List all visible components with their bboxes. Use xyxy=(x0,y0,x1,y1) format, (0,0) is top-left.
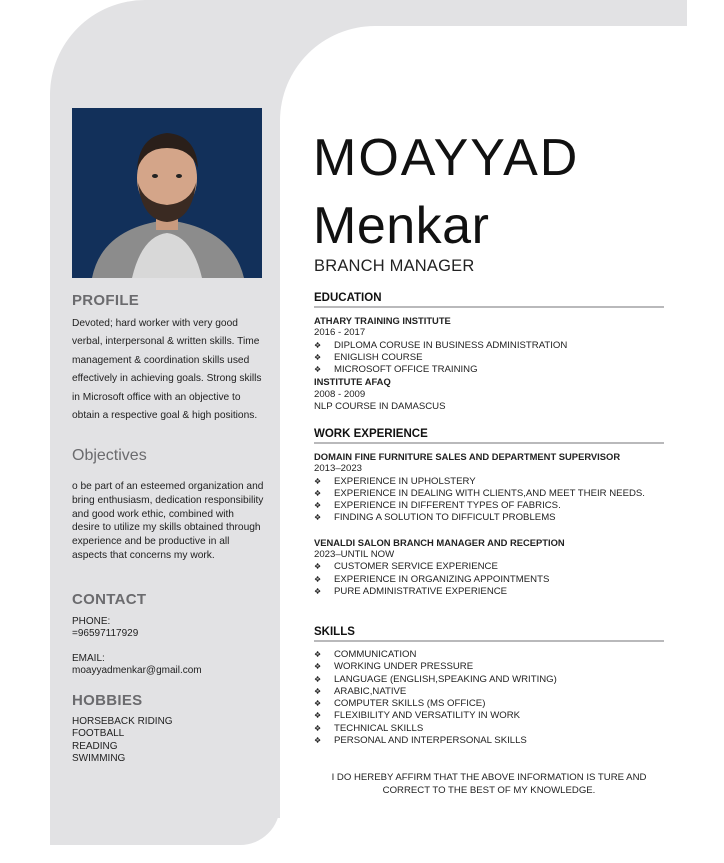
list-item: ❖ FLEXIBILITY AND VERSATILITY IN WORK xyxy=(314,710,521,722)
list-item: ❖ PERSONAL AND INTERPERSONAL SKILLS xyxy=(314,735,527,747)
phone-label: PHONE: xyxy=(72,616,111,627)
affirmation-text: I DO HEREBY AFFIRM THAT THE ABOVE INFORMATION IS TURE AND CORRECT TO THE BEST OF MY KNOWLEDGE. xyxy=(331,772,647,796)
work-heading: WORK EXPERIENCE xyxy=(314,428,664,444)
job-title: VENALDI SALON BRANCH MANAGER AND RECEPTION xyxy=(314,536,565,548)
email-address: moayyadmenkar@gmail.com xyxy=(72,665,202,676)
school-name: ATHARY TRAINING INSTITUTE xyxy=(314,315,451,326)
hobbies-list xyxy=(72,716,173,765)
list-item: ❖ ENIGLISH COURSE xyxy=(314,351,423,363)
school-note: NLP COURSE IN DAMASCUS xyxy=(314,401,446,413)
bullet-icon: ❖ xyxy=(314,674,322,684)
bullet-icon: ❖ xyxy=(314,650,322,659)
hobby-item: SWIMMING xyxy=(72,752,126,764)
list-item: ❖ FINDING A SOLUTION TO DIFFICULT PROBLEMS xyxy=(314,512,556,524)
hobbies-heading: HOBBIES xyxy=(72,692,143,709)
school-years: 2016 - 2017 xyxy=(314,327,366,339)
bullet-icon: ❖ xyxy=(314,723,322,733)
bullet-icon: ❖ xyxy=(314,736,322,746)
work-section xyxy=(314,451,674,598)
bullet-icon: ❖ xyxy=(314,365,322,375)
list-item: ❖ COMPUTER SKILLS (MS OFFICE) xyxy=(314,698,486,710)
bullet-icon: ❖ xyxy=(314,711,322,721)
email-label: EMAIL: xyxy=(72,653,105,664)
phone-number: =96597117929 xyxy=(72,628,139,639)
job-role: BRANCH MANAGER xyxy=(314,257,475,275)
bullet-icon: ❖ xyxy=(314,699,322,709)
education-heading: EDUCATION xyxy=(314,292,664,308)
bullet-icon: ❖ xyxy=(314,513,322,523)
hobby-item: FOOTBALL xyxy=(72,728,125,740)
list-item: ❖ MICROSOFT OFFICE TRAINING xyxy=(314,364,478,376)
bullet-icon: ❖ xyxy=(314,562,322,572)
bullet-icon: ❖ xyxy=(314,662,322,672)
list-item: ❖ CUSTOMER SERVICE EXPERIENCE xyxy=(314,561,498,573)
profile-text: Devoted; hard worker with very good verbal, interpersonal & written skills. Time management & coordination skills used effectively in achieving goals. Strong skills in Microsoft office with an objective to obtain a respective goal & high positions. xyxy=(72,318,262,422)
contact-heading: CONTACT xyxy=(72,591,147,608)
list-item: ❖ WORKING UNDER PRESSURE xyxy=(314,661,474,673)
school-name: INSTITUTE AFAQ xyxy=(314,376,391,388)
hobby-item: HORSEBACK RIDING xyxy=(72,716,173,727)
bullet-icon: ❖ xyxy=(314,476,322,486)
list-item: ❖ EXPERIENCE IN DEALING WITH CLIENTS,AND MEET THEIR NEEDS. xyxy=(314,487,645,499)
sidebar-bottom xyxy=(50,760,280,845)
list-item: ❖ TECHNICAL SKILLS xyxy=(314,722,424,734)
skills-heading: SKILLS xyxy=(314,626,664,642)
job-title: DOMAIN FINE FURNITURE SALES AND DEPARTMENT SUPERVISOR xyxy=(314,451,621,462)
bullet-icon: ❖ xyxy=(314,340,322,350)
bullet-icon: ❖ xyxy=(314,352,322,362)
list-item: ❖ ARABIC,NATIVE xyxy=(314,685,407,697)
objectives-heading: Objectives xyxy=(72,447,147,464)
skills-section xyxy=(314,649,674,747)
education-section xyxy=(314,315,674,413)
bullet-icon: ❖ xyxy=(314,574,322,584)
profile-photo xyxy=(72,108,262,278)
hobby-item: READING xyxy=(72,740,118,752)
list-item: ❖ EXPERIENCE IN DIFFERENT TYPES OF FABRICS. xyxy=(314,500,561,512)
list-item: ❖ LANGUAGE (ENGLISH,SPEAKING AND WRITING) xyxy=(314,673,557,685)
school-years: 2008 - 2009 xyxy=(314,388,366,400)
list-item: ❖ DIPLOMA CORUSE IN BUSINESS ADMINISTRATION xyxy=(314,339,568,351)
bullet-icon: ❖ xyxy=(314,686,322,696)
bullet-icon: ❖ xyxy=(314,586,322,596)
list-item: ❖ EXPERIENCE IN UPHOLSTERY xyxy=(314,475,476,487)
list-item: ❖ PURE ADMINISTRATIVE EXPERIENCE xyxy=(314,585,508,597)
bullet-icon: ❖ xyxy=(314,488,322,498)
list-item: ❖ EXPERIENCE IN ORGANIZING APPOINTMENTS xyxy=(314,573,550,585)
bullet-icon: ❖ xyxy=(314,501,322,511)
objectives-text: o be part of an esteemed organization and bring enthusiasm, dedication responsibility and good work ethic, combined with desire to utilize my skills obtained through experience and be productive in all aspects that concerns my work. xyxy=(72,481,264,561)
name-first: MOAYYAD xyxy=(313,129,580,187)
job-years: 2013–2023 xyxy=(314,463,363,475)
profile-heading: PROFILE xyxy=(72,292,140,309)
name-last: Menkar xyxy=(313,197,490,255)
list-item: ❖ COMMUNICATION xyxy=(314,649,417,660)
job-years: 2023–UNTIL NOW xyxy=(314,549,395,561)
